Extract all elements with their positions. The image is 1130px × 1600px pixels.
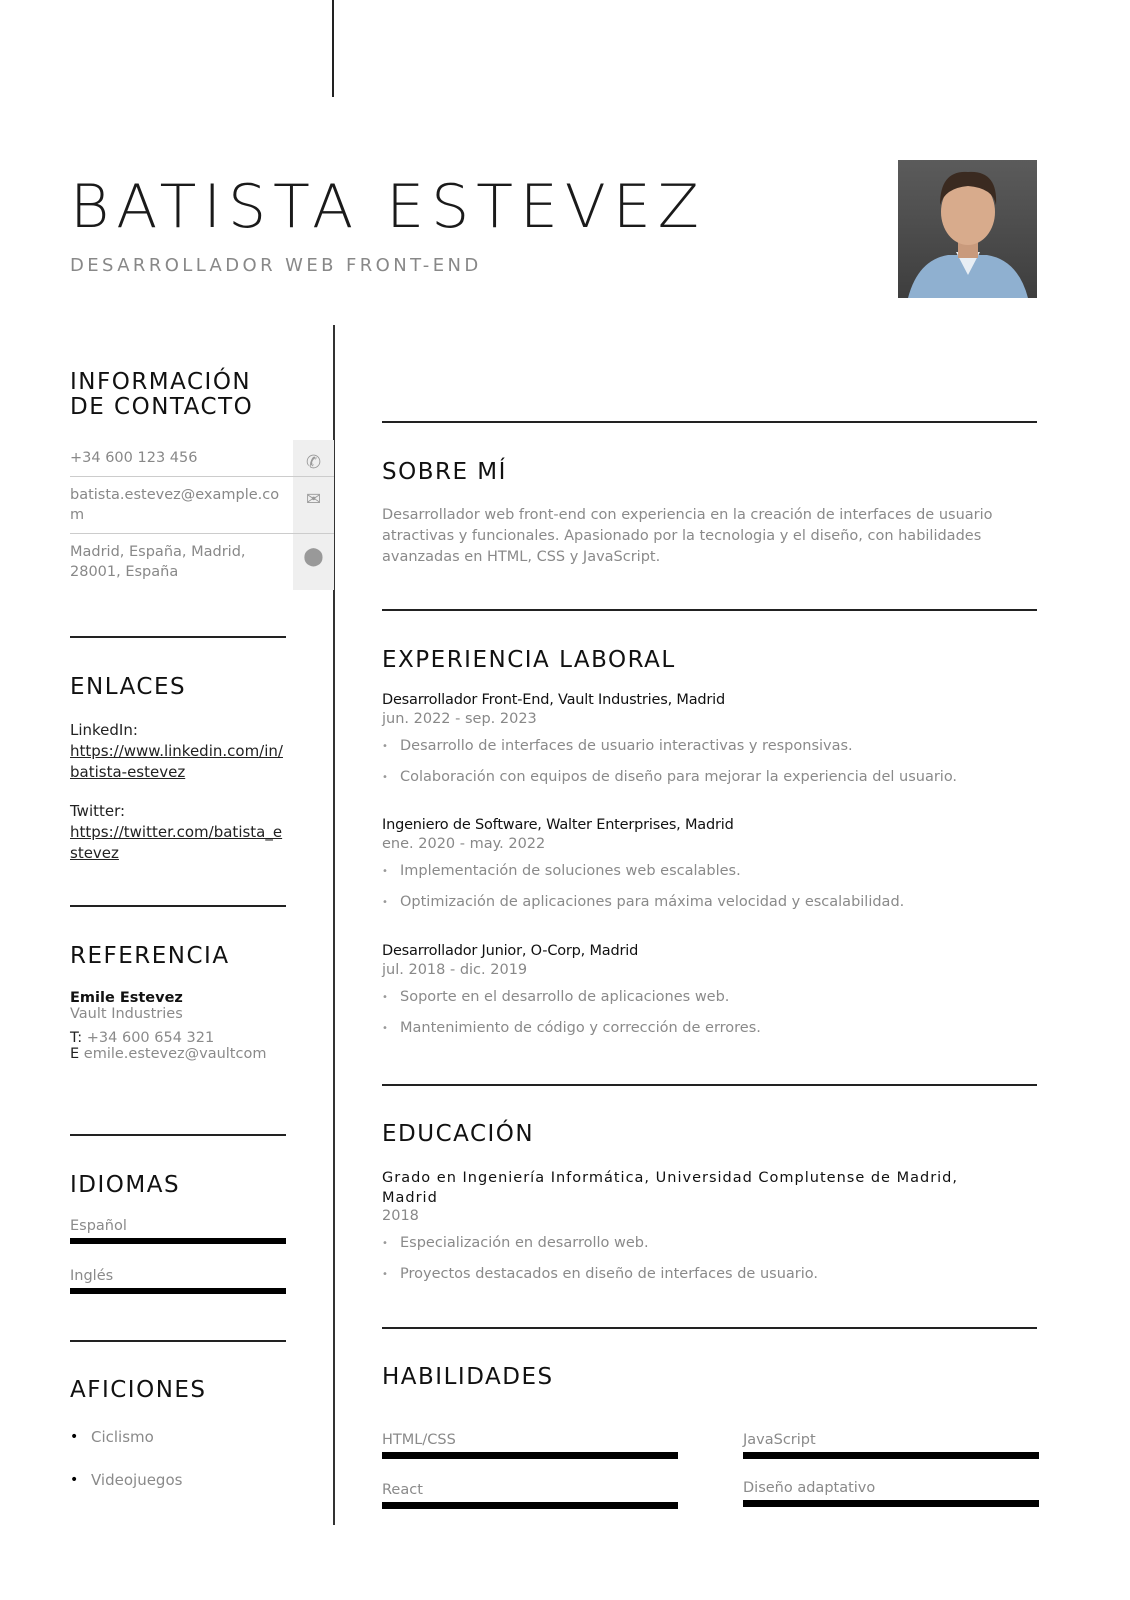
contact-address bbox=[70, 534, 334, 590]
skills-title: HABILIDADES bbox=[382, 1364, 554, 1390]
job-bullet: • Colaboración con equipos de diseño para mejorar la experiencia del usuario. bbox=[382, 762, 1037, 793]
education-bullet: • Proyectos destacados en diseño de interfaces de usuario. bbox=[382, 1259, 1012, 1290]
contact-title-line2: DE CONTACTO bbox=[70, 394, 254, 420]
divider bbox=[382, 421, 1037, 423]
skill-item bbox=[382, 1432, 678, 1459]
contact-email bbox=[70, 477, 334, 534]
address-text: Madrid, España, Madrid, 28001, España bbox=[70, 544, 246, 580]
phone-text: +34 600 123 456 bbox=[70, 450, 198, 466]
job-title: Ingeniero de Software, Walter Enterprises, Madrid bbox=[382, 817, 734, 833]
contact-phone bbox=[70, 440, 334, 477]
phone-icon: ✆ bbox=[293, 440, 334, 476]
links-list bbox=[70, 720, 286, 864]
education-entry bbox=[382, 1168, 1012, 1290]
divider bbox=[382, 609, 1037, 611]
divider bbox=[70, 1340, 286, 1342]
skill-level-bar bbox=[382, 1502, 678, 1509]
divider bbox=[70, 905, 286, 907]
job-bullet: • Implementación de soluciones web escalables. bbox=[382, 856, 1037, 887]
contact-section-title bbox=[70, 370, 286, 420]
job-bullet: • Optimización de aplicaciones para máxima velocidad y escalabilidad. bbox=[382, 887, 1037, 918]
education-title: EDUCACIÓN bbox=[382, 1121, 535, 1147]
twitter-label: Twitter: bbox=[70, 802, 126, 820]
hobby-item: • Videojuegos bbox=[70, 1459, 286, 1502]
skill-name: Diseño adaptativo bbox=[743, 1480, 876, 1496]
map-pin-icon: ⬤ bbox=[293, 534, 334, 590]
job-title: Desarrollador Junior, O-Corp, Madrid bbox=[382, 943, 639, 959]
reference-title: REFERENCIA bbox=[70, 943, 230, 969]
reference-block bbox=[70, 990, 286, 1062]
twitter-link[interactable]: https://twitter.com/batista_estevez bbox=[70, 823, 283, 862]
language-item bbox=[70, 1268, 286, 1294]
linkedin-link[interactable]: https://www.linkedin.com/in/batista-estevez bbox=[70, 742, 283, 781]
job-bullet: • Desarrollo de interfaces de usuario interactivas y responsivas. bbox=[382, 731, 1037, 762]
skill-item bbox=[743, 1432, 1039, 1459]
skill-level-bar bbox=[743, 1452, 1039, 1459]
divider bbox=[382, 1084, 1037, 1086]
job-entry bbox=[382, 817, 1037, 918]
reference-email: emile.estevez@vaultcom bbox=[83, 1046, 267, 1062]
skill-name: JavaScript bbox=[743, 1432, 816, 1448]
about-title: SOBRE MÍ bbox=[382, 459, 507, 485]
language-name: Inglés bbox=[70, 1268, 114, 1284]
top-divider bbox=[332, 0, 334, 97]
contact-list bbox=[70, 440, 334, 590]
skill-item bbox=[743, 1480, 1039, 1507]
job-title: Desarrollador Front-End, Vault Industries, Madrid bbox=[382, 692, 725, 708]
job-date: ene. 2020 - may. 2022 bbox=[382, 836, 546, 852]
links-title: ENLACES bbox=[70, 674, 187, 700]
education-bullet: • Especialización en desarrollo web. bbox=[382, 1228, 1012, 1259]
language-level-bar bbox=[70, 1238, 286, 1244]
degree-title: Grado en Ingeniería Informática, Universidad Complutense de Madrid, Madrid bbox=[382, 1170, 958, 1206]
profile-photo bbox=[898, 160, 1037, 298]
candidate-name: BATISTA ESTEVEZ bbox=[70, 172, 706, 242]
job-entry bbox=[382, 943, 1037, 1044]
hobby-item: • Ciclismo bbox=[70, 1416, 286, 1459]
language-level-bar bbox=[70, 1288, 286, 1294]
envelope-icon: ✉ bbox=[293, 477, 334, 533]
email-text: batista.estevez@example.com bbox=[70, 487, 280, 523]
reference-phone-label: T: bbox=[70, 1030, 83, 1046]
job-bullet: • Soporte en el desarrollo de aplicaciones web. bbox=[382, 982, 1037, 1013]
experience-title: EXPERIENCIA LABORAL bbox=[382, 647, 676, 673]
contact-title-line1: INFORMACIÓN bbox=[70, 369, 252, 395]
reference-company: Vault Industries bbox=[70, 1006, 183, 1022]
job-entry bbox=[382, 692, 1037, 793]
job-bullet: • Mantenimiento de código y corrección de errores. bbox=[382, 1013, 1037, 1044]
language-item bbox=[70, 1218, 286, 1244]
skill-item bbox=[382, 1482, 678, 1509]
job-date: jul. 2018 - dic. 2019 bbox=[382, 962, 528, 978]
linkedin-label: LinkedIn: bbox=[70, 721, 138, 739]
candidate-role: DESARROLLADOR WEB FRONT-END bbox=[70, 255, 482, 276]
hobbies-title: AFICIONES bbox=[70, 1377, 207, 1403]
reference-email-label: E bbox=[70, 1046, 80, 1062]
language-name: Español bbox=[70, 1218, 127, 1234]
hobbies-list bbox=[70, 1416, 286, 1502]
skill-name: React bbox=[382, 1482, 423, 1498]
reference-phone: +34 600 654 321 bbox=[86, 1030, 215, 1046]
divider bbox=[70, 636, 286, 638]
divider bbox=[382, 1327, 1037, 1329]
degree-year: 2018 bbox=[382, 1208, 419, 1224]
skill-name: HTML/CSS bbox=[382, 1432, 456, 1448]
skill-level-bar bbox=[382, 1452, 678, 1459]
job-date: jun. 2022 - sep. 2023 bbox=[382, 711, 537, 727]
about-text: Desarrollador web front-end con experiencia en la creación de interfaces de usuario atractivas y funcionales. Apasionado por la tecnologia y el diseño, con habilidades avanzadas en HTML, CSS y JavaScript. bbox=[382, 507, 993, 565]
skill-level-bar bbox=[743, 1500, 1039, 1507]
reference-name: Emile Estevez bbox=[70, 990, 183, 1006]
languages-title: IDIOMAS bbox=[70, 1172, 181, 1198]
divider bbox=[70, 1134, 286, 1136]
